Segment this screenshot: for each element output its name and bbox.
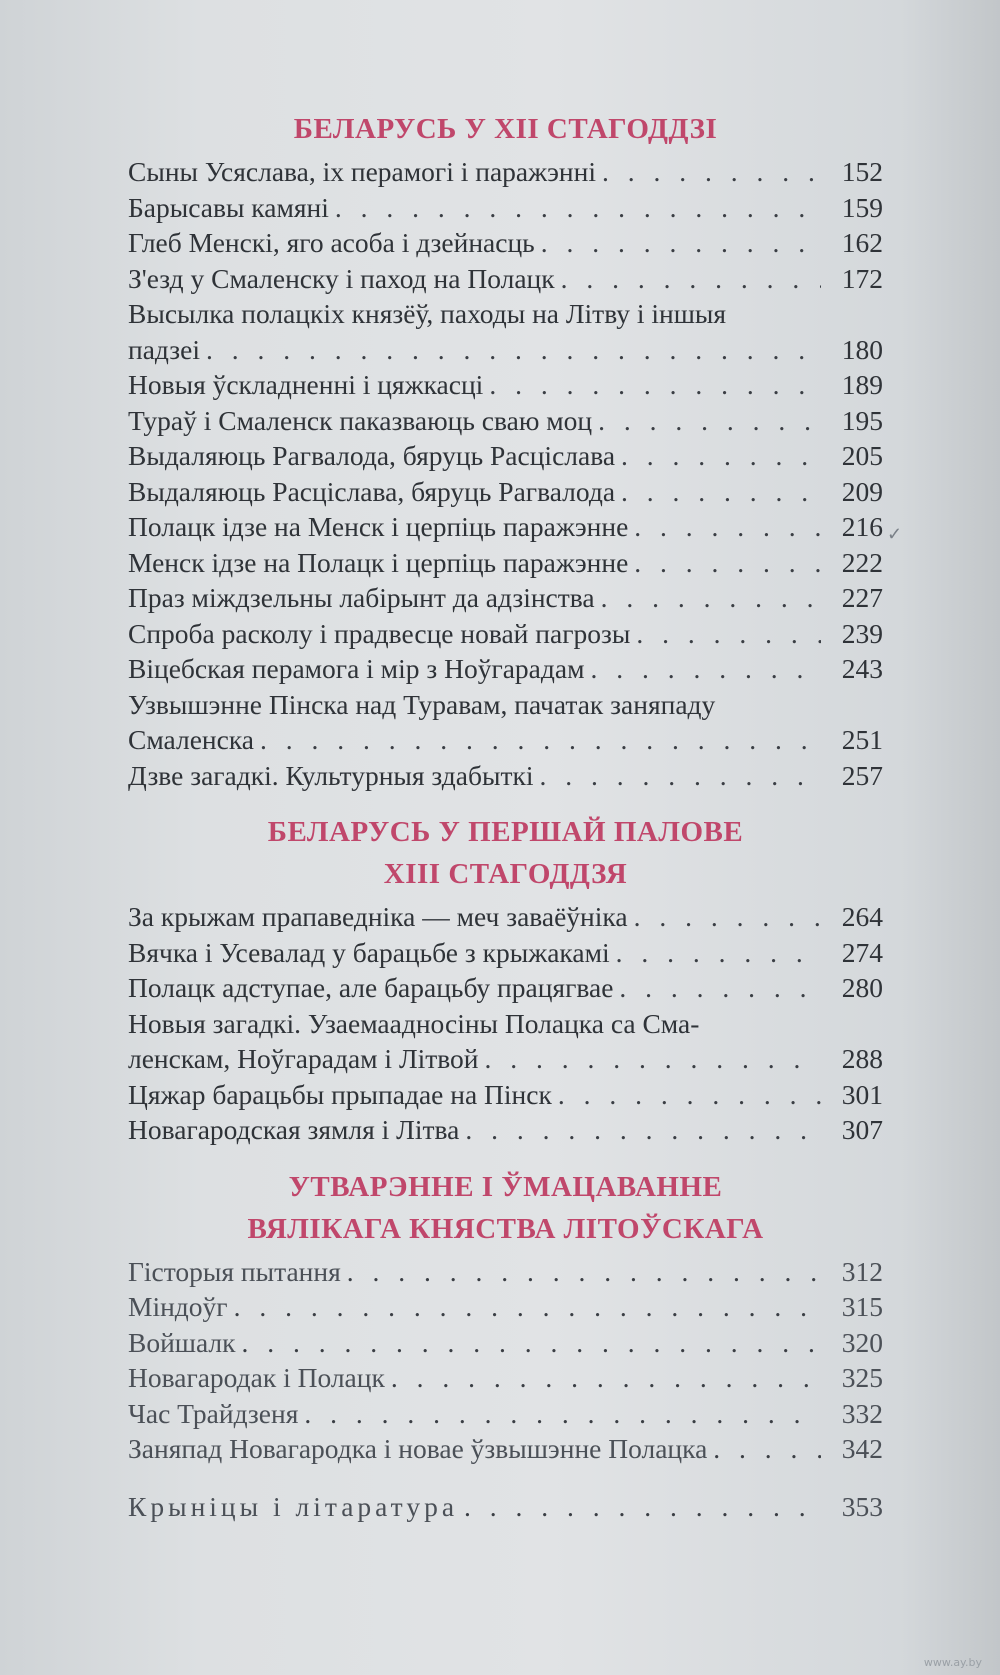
- toc-section: [128, 1170, 883, 1467]
- entry-title: Узвышэнне Пінска над Туравам, пачатак заняпаду: [128, 688, 716, 720]
- dot-leader: [634, 509, 821, 545]
- dot-leader: [621, 438, 821, 474]
- toc-entry: [128, 935, 883, 971]
- entry-title: Менск ідзе на Полацк і церпіць паражэнне: [128, 546, 629, 578]
- dot-leader: [713, 1431, 821, 1467]
- section-heading: БЕЛАРУСЬ У ХІІ СТАГОДДЗІ: [293, 113, 718, 145]
- entry-title: Новыя ўскладненні і цяжкасці: [128, 369, 484, 400]
- dot-leader: [465, 1112, 821, 1148]
- entry-title: Войшалк: [128, 1326, 236, 1358]
- page-number: 325: [841, 1362, 883, 1393]
- toc-entry: [128, 1489, 883, 1525]
- toc-entry: [128, 509, 883, 545]
- watermark: www.ay.by: [923, 1656, 982, 1669]
- toc-entry: [128, 687, 883, 758]
- toc-entry: [128, 1254, 883, 1290]
- toc-entry: [128, 899, 883, 935]
- toc-entry: [128, 225, 883, 261]
- page-number: 312: [841, 1255, 883, 1287]
- toc-entry: [128, 1360, 883, 1396]
- page-number: 239: [841, 617, 883, 649]
- toc-entry: [128, 190, 883, 226]
- entry-title: Гісторыя пытання: [128, 1255, 341, 1287]
- entry-title-continued: ленскам, Ноўгарадам і Літвой: [128, 1043, 479, 1074]
- toc-entry: [128, 296, 883, 367]
- toc-entry: [128, 651, 883, 687]
- section-heading: БЕЛАРУСЬ У ПЕРШАЙ ПАЛОВЕ: [267, 816, 744, 848]
- toc-entry: [128, 1112, 883, 1148]
- dot-leader: [601, 580, 821, 616]
- toc-section: [128, 112, 883, 793]
- page-number: 320: [841, 1326, 883, 1358]
- page-number: 280: [841, 972, 883, 1003]
- entry-title: За крыжам прапаведніка — меч заваёўніка: [128, 901, 628, 932]
- page-number: 243: [841, 653, 883, 684]
- dot-leader: [561, 261, 821, 297]
- page-number: 251: [841, 724, 883, 755]
- page-number: 205: [841, 440, 883, 471]
- toc-entry: [128, 580, 883, 616]
- entry-title: Новыя загадкі. Узаемаадносіны Полацка са Сма-: [128, 1007, 700, 1039]
- entry-title: Новагародская зямля і Літва: [128, 1114, 460, 1145]
- entry-title: Час Трайдзеня: [128, 1397, 299, 1429]
- toc-entry: [128, 616, 883, 652]
- entry-title: Праз міждзельны лабірынт да адзінства: [128, 582, 595, 613]
- entry-title: Віцебская перамога і мір з Ноўгарадам: [128, 653, 585, 684]
- section-heading: ХІІІ СТАГОДДЗЯ: [383, 858, 628, 890]
- entry-title: Дзве загадкі. Культурныя здабыткі: [128, 759, 534, 791]
- entry-title: Вячка і Усевалад у барацьбе з крыжакамі: [128, 936, 610, 968]
- page-number: 274: [841, 936, 883, 968]
- entry-title: Крыніцы і літаратура: [128, 1490, 459, 1522]
- page-number: 353: [841, 1490, 883, 1522]
- entry-title: З'езд у Смаленску і паход на Полацк: [128, 262, 555, 294]
- page-number: 315: [841, 1291, 883, 1322]
- entry-title: Міндоўг: [128, 1291, 228, 1322]
- toc-entry: [128, 154, 883, 190]
- entry-title: Выдаляюць Расціслава, бяруць Рагвалода: [128, 475, 616, 507]
- toc-entry: [128, 1325, 883, 1361]
- entry-title: Выдаляюць Рагвалода, бяруць Расціслава: [128, 440, 616, 471]
- entry-title-continued: Смаленска: [128, 724, 255, 755]
- toc-entry: [128, 403, 883, 439]
- page-number: 209: [841, 475, 883, 507]
- toc-section: [128, 815, 883, 1148]
- dot-leader: [234, 1289, 821, 1325]
- page-number: 264: [841, 901, 883, 932]
- entry-title: Спроба расколу і прадвесце новай пагрозы: [128, 617, 631, 649]
- page-number: 162: [841, 227, 883, 258]
- entry-title: Полацк адступае, але барацьбу працягвае: [128, 972, 614, 1003]
- toc-entry: [128, 367, 883, 403]
- toc-entry: [128, 970, 883, 1006]
- entry-title: Тураў і Смаленск паказваюць сваю моц: [128, 404, 593, 436]
- dot-leader: [335, 190, 821, 226]
- dot-leader: [636, 616, 821, 652]
- toc-entry: [128, 1396, 883, 1432]
- page-number: 216: [841, 511, 883, 542]
- toc-entry: [128, 1006, 883, 1077]
- page-number: 227: [841, 582, 883, 613]
- dot-leader: [206, 332, 821, 368]
- entry-title: Глеб Менскі, яго асоба і дзейнасць: [128, 227, 535, 258]
- dot-leader: [539, 758, 821, 794]
- page-number: 288: [841, 1043, 883, 1074]
- page-number: 195: [841, 404, 883, 436]
- page-number: 307: [841, 1114, 883, 1145]
- entry-title: Новагародак і Полацк: [128, 1362, 385, 1393]
- page-number: 180: [841, 333, 883, 365]
- page-number: 257: [841, 759, 883, 791]
- entry-title: Барысавы камяні: [128, 191, 329, 223]
- dot-leader: [391, 1360, 821, 1396]
- dot-leader: [558, 1077, 821, 1113]
- dot-leader: [464, 1489, 821, 1525]
- dot-leader: [304, 1396, 821, 1432]
- page-number: 222: [841, 546, 883, 578]
- entry-title-continued: падзеі: [128, 333, 200, 365]
- entry-title: Полацк ідзе на Менск і церпіць паражэнне: [128, 511, 629, 542]
- entry-title: Цяжар барацьбы прыпадае на Пінск: [128, 1078, 552, 1110]
- dot-leader: [591, 651, 822, 687]
- section-heading: ВЯЛІКАГА КНЯСТВА ЛІТОЎСКАГА: [247, 1212, 764, 1245]
- pencil-check-mark: ✓: [887, 524, 903, 544]
- dot-leader: [347, 1254, 821, 1290]
- entry-title: Высылка полацкіх князёў, паходы на Літву і іншыя: [128, 298, 727, 329]
- dot-leader: [260, 722, 821, 758]
- page-number: 189: [841, 369, 883, 400]
- toc-entry: [128, 438, 883, 474]
- entry-title: Заняпад Новагародка і новае ўзвышэнне Полацка: [128, 1433, 708, 1464]
- toc-entry: [128, 1431, 883, 1467]
- dot-leader: [616, 935, 821, 971]
- toc-entry: [128, 474, 883, 510]
- section-heading: УТВАРЭННЕ І ЎМАЦАВАННЕ: [288, 1170, 723, 1203]
- toc-entry: [128, 1289, 883, 1325]
- table-of-contents: [128, 112, 883, 1524]
- dot-leader: [242, 1325, 821, 1361]
- page-number: 332: [841, 1397, 883, 1429]
- page-number: 301: [841, 1078, 883, 1110]
- dot-leader: [619, 970, 821, 1006]
- toc-entry: [128, 1077, 883, 1113]
- page-number: 159: [841, 191, 883, 223]
- dot-leader: [602, 154, 821, 190]
- toc-entry: [128, 758, 883, 794]
- dot-leader: [489, 367, 821, 403]
- dot-leader: [541, 225, 821, 261]
- entry-title: Сыны Усяслава, іх перамогі і паражэнні: [128, 156, 596, 187]
- toc-entry: [128, 545, 883, 581]
- dot-leader: [598, 403, 821, 439]
- dot-leader: [621, 474, 821, 510]
- dot-leader: [485, 1041, 821, 1077]
- dot-leader: [634, 545, 821, 581]
- toc-entry: [128, 261, 883, 297]
- page-number: 152: [841, 156, 883, 187]
- dot-leader: [634, 899, 821, 935]
- page-number: 172: [841, 262, 883, 294]
- page-number: 342: [841, 1433, 883, 1464]
